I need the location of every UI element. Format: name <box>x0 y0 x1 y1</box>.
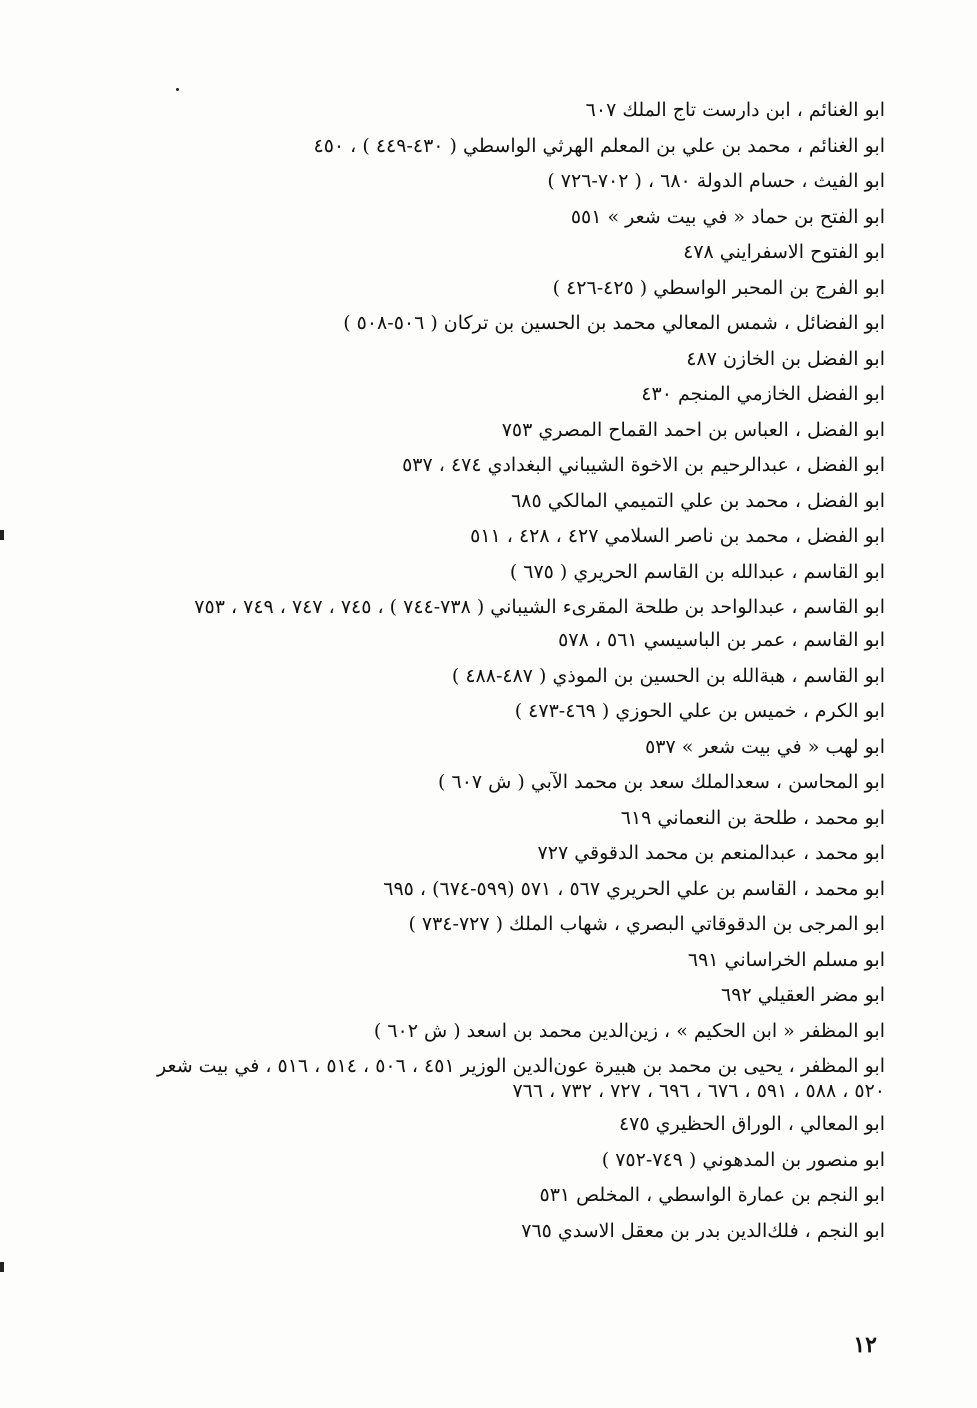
index-entry: ابو محمد ، طلحة بن النعماني ٦١٩ <box>620 806 885 829</box>
index-entry: ابو الفضل بن الخازن ٤٨٧ <box>686 347 885 370</box>
index-entry: ابو الفضل ، محمد بن ناصر السلامي ٤٢٧ ، ٤٢٨ ، ٥١١ <box>470 525 885 547</box>
index-entry: ابو الفضل الخازمي المنجم ٤٣٠ <box>641 383 885 405</box>
index-entry: ابو الفضل ، عبدالرحيم بن الاخوة الشيباني البغدادي ٤٧٤ ، ٥٣٧ <box>402 454 885 476</box>
index-entry: ابو الغنائم ، ابن دارست تاج الملك ٦٠٧ <box>585 99 885 121</box>
index-entry: ابو لهب « في بيت شعر » ٥٣٧ <box>645 735 885 758</box>
index-entry: ابو القاسم ، عمر بن الباسيسي ٥٦١ ، ٥٧٨ <box>558 629 885 651</box>
index-entry: ابو مضر العقيلي ٦٩٢ <box>721 984 885 1006</box>
index-entry: ابو محمد ، القاسم بن علي الحريري ٥٦٧ ، ٥٧١ (٥٩٩-٦٧٤) ، ٦٩٥ <box>383 877 885 900</box>
index-entry: ابو الكرم ، خميس بن علي الحوزي ( ٤٦٩-٤٧٣ ) <box>514 700 885 722</box>
index-entry: ابو القاسم ، عبدالواحد بن طلحة المقرىء الشيباني ( ٧٣٨-٧٤٤ ) ، ٧٤٥ ، ٧٤٧ ، ٧٤٩ ، ٧٥٣ <box>194 596 885 618</box>
scan-edge-mark <box>0 530 4 540</box>
index-entry: ابو الفضائل ، شمس المعالي محمد بن الحسين بن تركان ( ٥٠٦-٥٠٨ ) <box>343 312 885 334</box>
index-entry: ابو الفضل ، العباس بن احمد القماح المصري ٧٥٣ <box>501 418 885 441</box>
index-entry: ابو محمد ، عبدالمنعم بن محمد الدقوقي ٧٢٧ <box>537 842 885 864</box>
index-entry: ابو الغنائم ، محمد بن علي بن المعلم الهرثي الواسطي ( ٤٣٠-٤٤٩ ) ، ٤٥٠ <box>313 134 885 157</box>
index-entry: ابو القاسم ، عبدالله بن القاسم الحريري ( ٦٧٥ ) <box>509 560 885 583</box>
index-entry: ابو الفتوح الاسفرايني ٤٧٨ <box>683 241 885 263</box>
index-entry: ابو القاسم ، هبةالله بن الحسين بن الموذي ( ٤٨٧-٤٨٨ ) <box>451 664 885 687</box>
index-entry: ابو المعالي ، الوراق الحظيري ٤٧٥ <box>618 1113 885 1135</box>
index-entry: ابو المظفر ، يحيى بن محمد بن هبيرة عون‌الدين الوزير ٤٥١ ، ٥٠٦ ، ٥١٤ ، ٥١٦ ، في بيت شعر ٥٢٠ ، ٥٨٨ ، ٥٩١ ، ٦٧٦ ، ٦٩٦ ، ٧٢٧ ، ٧٣٢ ، ٧٦٦ <box>157 1055 885 1102</box>
scan-edge-mark <box>0 1262 4 1272</box>
index-entry: ابو المرجى بن الدقوقاتي البصري ، شهاب الملك ( ٧٢٧-٧٣٤ ) <box>408 913 885 935</box>
scan-speck <box>176 88 179 91</box>
index-entry: ابو النجم ، فلك‌الدين بدر بن معقل الاسدي ٧٦٥ <box>521 1219 885 1242</box>
index-entry: ابو النجم بن عمارة الواسطي ، المخلص ٥٣١ <box>539 1184 885 1206</box>
index-entry: ابو المظفر « ابن الحكيم » ، زين‌الدين محمد بن اسعد ( ش ٦٠٢ ) <box>373 1019 885 1042</box>
index-entry: ابو الفتح بن حماد « في بيت شعر » ٥٥١ <box>570 205 885 228</box>
index-entry: ابو منصور بن المدهوني ( ٧٤٩-٧٥٢ ) <box>601 1148 885 1171</box>
index-entries-list <box>125 98 885 1254</box>
page-number: ١٢ <box>853 1332 877 1358</box>
index-entry: ابو الفيث ، حسام الدولة ٦٨٠ ، ( ٧٠٢-٧٢٦ ) <box>547 170 885 192</box>
index-entry: ابو الفضل ، محمد بن علي التميمي المالكي ٦٨٥ <box>511 489 885 512</box>
index-entry: ابو مسلم الخراساني ٦٩١ <box>687 948 885 971</box>
index-entry: ابو المحاسن ، سعدالملك سعد بن محمد الآبي ( ش ٦٠٧ ) <box>438 771 885 793</box>
index-entry: ابو الفرج بن المحبر الواسطي ( ٤٢٥-٤٢٦ ) <box>552 276 885 299</box>
